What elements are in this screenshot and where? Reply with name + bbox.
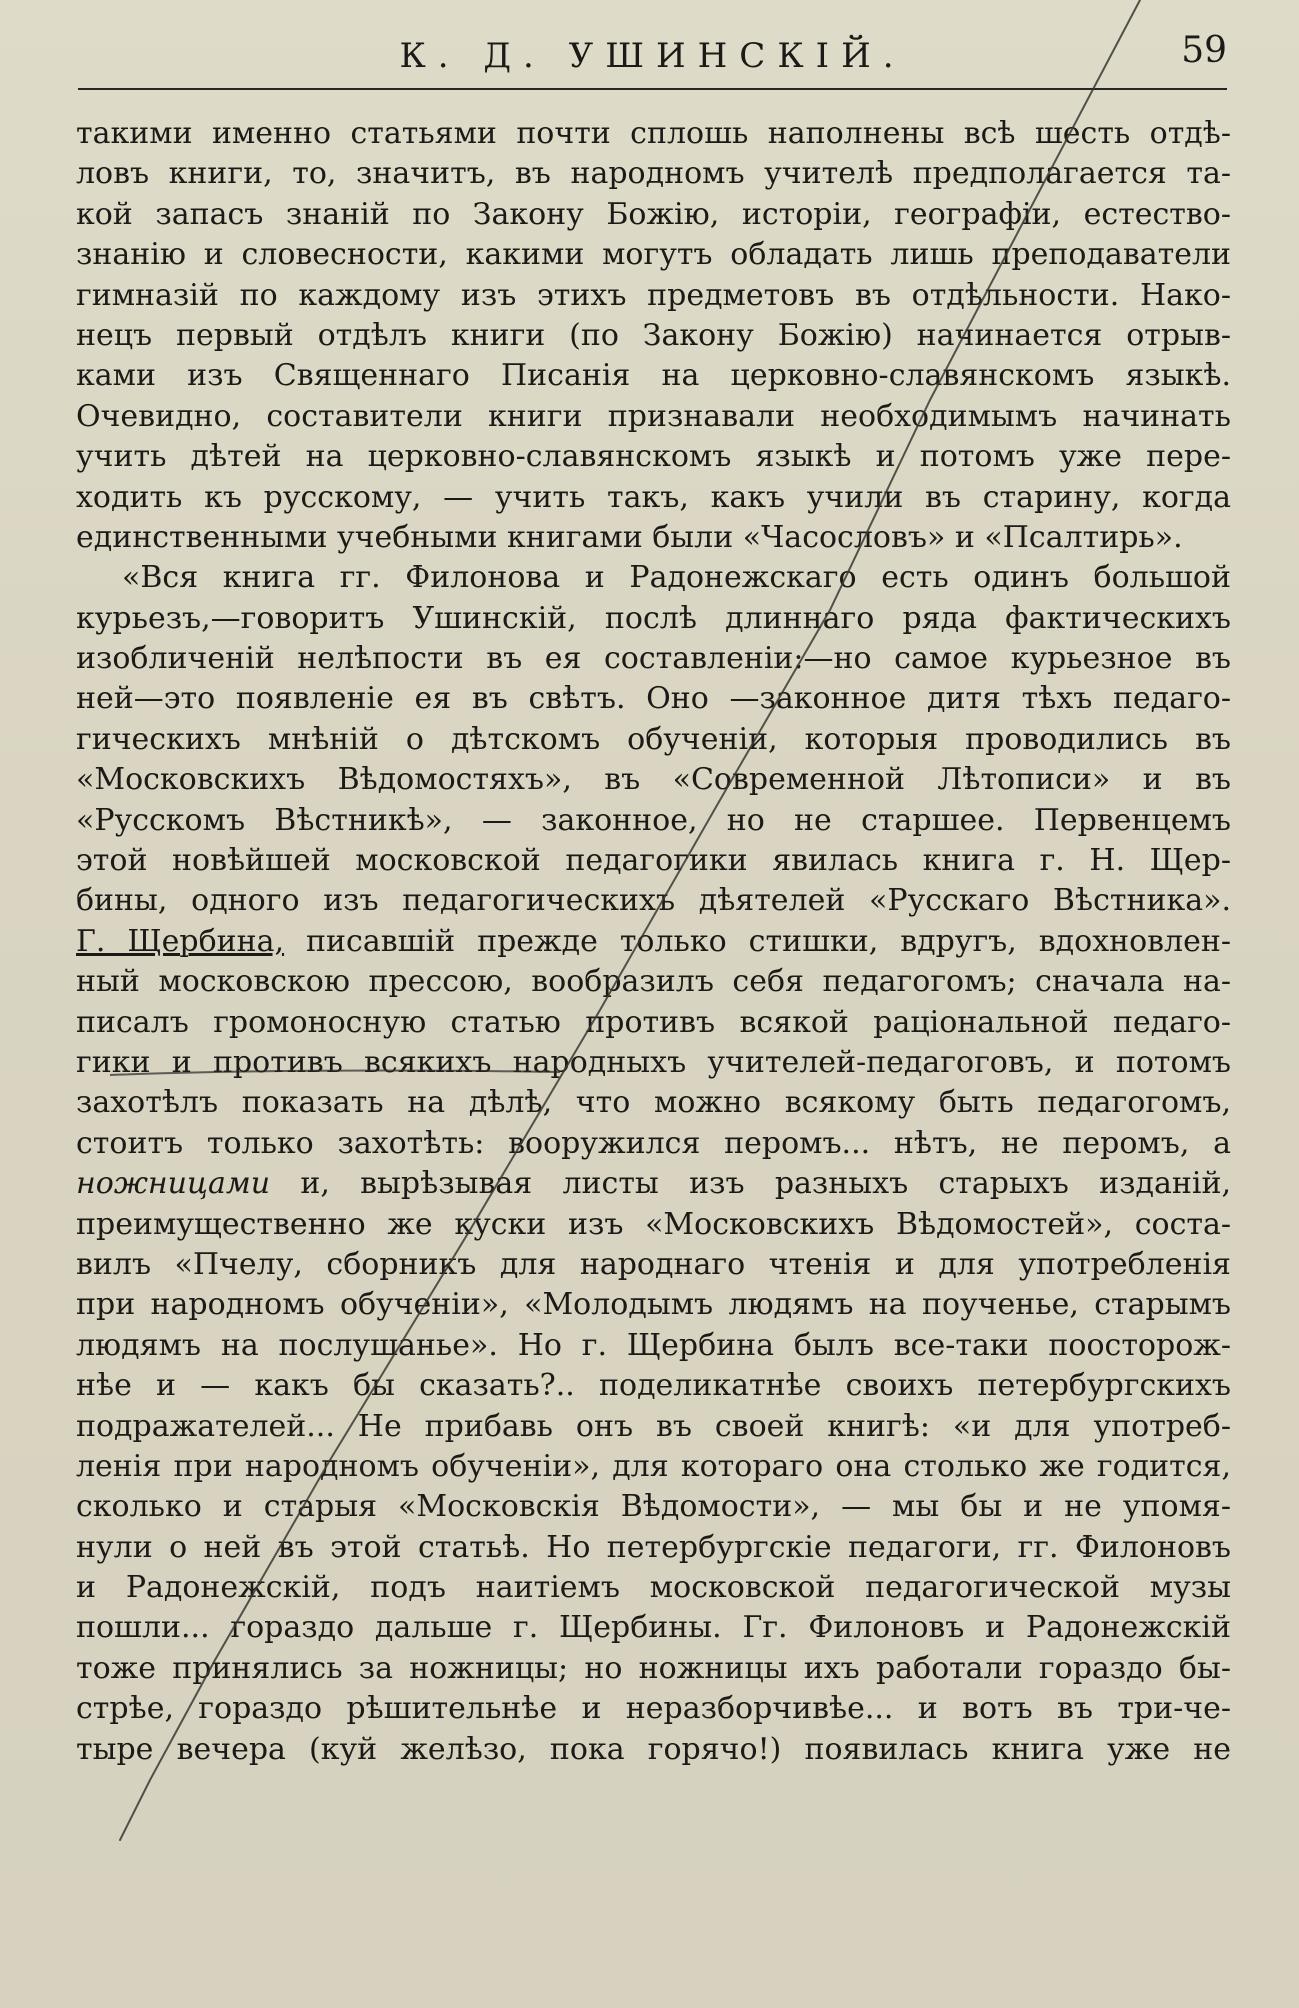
text-line: тыре вечера (куй желѣзо, пока горячо!) появилась книга уже не <box>76 1731 1231 1767</box>
text-line: и Радонежскій, подъ наитіемъ московской педагогической музы <box>76 1570 1231 1606</box>
text-line: бины, одного изъ педагогическихъ дѣятелей «Русскаго Вѣстника». <box>76 883 1231 919</box>
text-line: стрѣе, гораздо рѣшительнѣе и неразборчивѣе... и вотъ въ три-че- <box>76 1691 1231 1727</box>
text-line: «Московскихъ Вѣдомостяхъ», въ «Современной Лѣтописи» и въ <box>76 762 1231 798</box>
text-line: сколько и старыя «Московскія Вѣдомости», — мы бы и не упомя- <box>76 1489 1231 1525</box>
text-line: ловъ книги, то, значитъ, въ народномъ учителѣ предполагается та- <box>76 156 1231 192</box>
text-line: такими именно статьями почти сплошь наполнены всѣ шесть отдѣ- <box>76 116 1231 151</box>
text-line: гимназій по каждому изъ этихъ предметовъ въ отдѣльности. Нако- <box>76 277 1231 313</box>
text-line: пошли... гораздо дальше г. Щербины. Гг. Филоновъ и Радонежскій <box>76 1610 1231 1646</box>
text-line: нѣе и — какъ бы сказать?.. поделикатнѣе своихъ петербургскихъ <box>76 1368 1231 1404</box>
italic-word: ножницами <box>76 1166 271 1202</box>
text-line: знанію и словесности, какими могутъ обладать лишь преподаватели <box>76 237 1231 273</box>
text-line: ками изъ Священнаго Писанія на церковно-славянскомъ языкѣ. <box>76 358 1231 394</box>
text-line-italic: ножницами и, вырѣзывая листы изъ разныхъ старыхъ изданій, <box>76 1166 1231 1202</box>
text-line: ленія при народномъ обученіи», для котораго она столько же годится, <box>76 1448 1231 1484</box>
text-line: писалъ громоносную статью противъ всякой раціональной педаго- <box>76 1004 1231 1040</box>
text-line: ней—это появленіе ея въ свѣтъ. Оно —законное дитя тѣхъ педаго- <box>76 681 1231 717</box>
running-head <box>78 26 1227 90</box>
text-line: этой новѣйшей московской педагогики явилась книга г. Н. Щер- <box>76 843 1231 879</box>
text-line: нецъ первый отдѣлъ книги (по Закону Божію) начинается отрыв- <box>76 317 1231 353</box>
text-line: гики и противъ всякихъ народныхъ учителей-педагоговъ, и потомъ <box>76 1044 1231 1080</box>
text-line: нули о ней въ этой статьѣ. Но петербургскіе педагоги, гг. Филоновъ <box>76 1529 1231 1565</box>
page-number: 59 <box>1181 30 1227 71</box>
text-line: при народномъ обученіи», «Молодымъ людямъ на поученье, старымъ <box>76 1287 1231 1323</box>
text-line: изобличеній нелѣпости въ ея составленіи:—но самое курьезное въ <box>76 641 1231 677</box>
text-line: подражателей... Не прибавь онъ въ своей книгѣ: «и для употреб- <box>76 1408 1231 1444</box>
body-text <box>76 114 1231 1770</box>
text-line: Очевидно, составители книги признавали необходимымъ начинать <box>76 398 1231 434</box>
text-line: тоже принялись за ножницы; но ножницы ихъ работали гораздо бы- <box>76 1650 1231 1686</box>
text-line: учить дѣтей на церковно-славянскомъ языкѣ и потомъ уже пере- <box>76 439 1231 475</box>
running-head-title: К. Д. УШИНСКІЙ. <box>399 36 906 76</box>
text-line: стоитъ только захотѣть: вооружился перомъ... нѣтъ, не перомъ, а <box>76 1125 1231 1161</box>
underlined-phrase: Г. Щербина, <box>76 923 285 959</box>
text-line: ный московскою прессою, вообразилъ себя педагогомъ; сначала на- <box>76 964 1231 1000</box>
text-line: «Вся книга гг. Филонова и Радонежскаго есть одинъ большой <box>122 560 1231 596</box>
text-line: Г. Щербина, писавшій прежде только стишки, вдругъ, вдохновлен- <box>76 923 1231 959</box>
text-line: кой запасъ знаній по Закону Божію, исторіи, географіи, естество- <box>76 196 1231 232</box>
text-line: ходить къ русскому, — учить такъ, какъ учили въ старину, когда <box>76 479 1231 515</box>
text-line: захотѣлъ показать на дѣлѣ, что можно всякому быть педагогомъ, <box>76 1085 1231 1121</box>
text-line: курьезъ,—говоритъ Ушинскій, послѣ длиннаго ряда фактическихъ <box>76 600 1231 636</box>
text-line: вилъ «Пчелу, сборникъ для народнаго чтенія и для употребленія <box>76 1246 1231 1282</box>
text-line: людямъ на послушанье». Но г. Щербина былъ все-таки поосторож- <box>76 1327 1231 1363</box>
text-line: «Русскомъ Вѣстникѣ», — законное, но не старшее. Первенцемъ <box>76 802 1231 838</box>
text-line: гическихъ мнѣній о дѣтскомъ обученіи, которыя проводились въ <box>76 721 1231 757</box>
text-line: единственными учебными книгами были «Часословъ» и «Псалтирь». <box>76 519 1183 555</box>
text-line: преимущественно же куски изъ «Московскихъ Вѣдомостей», соста- <box>76 1206 1231 1242</box>
